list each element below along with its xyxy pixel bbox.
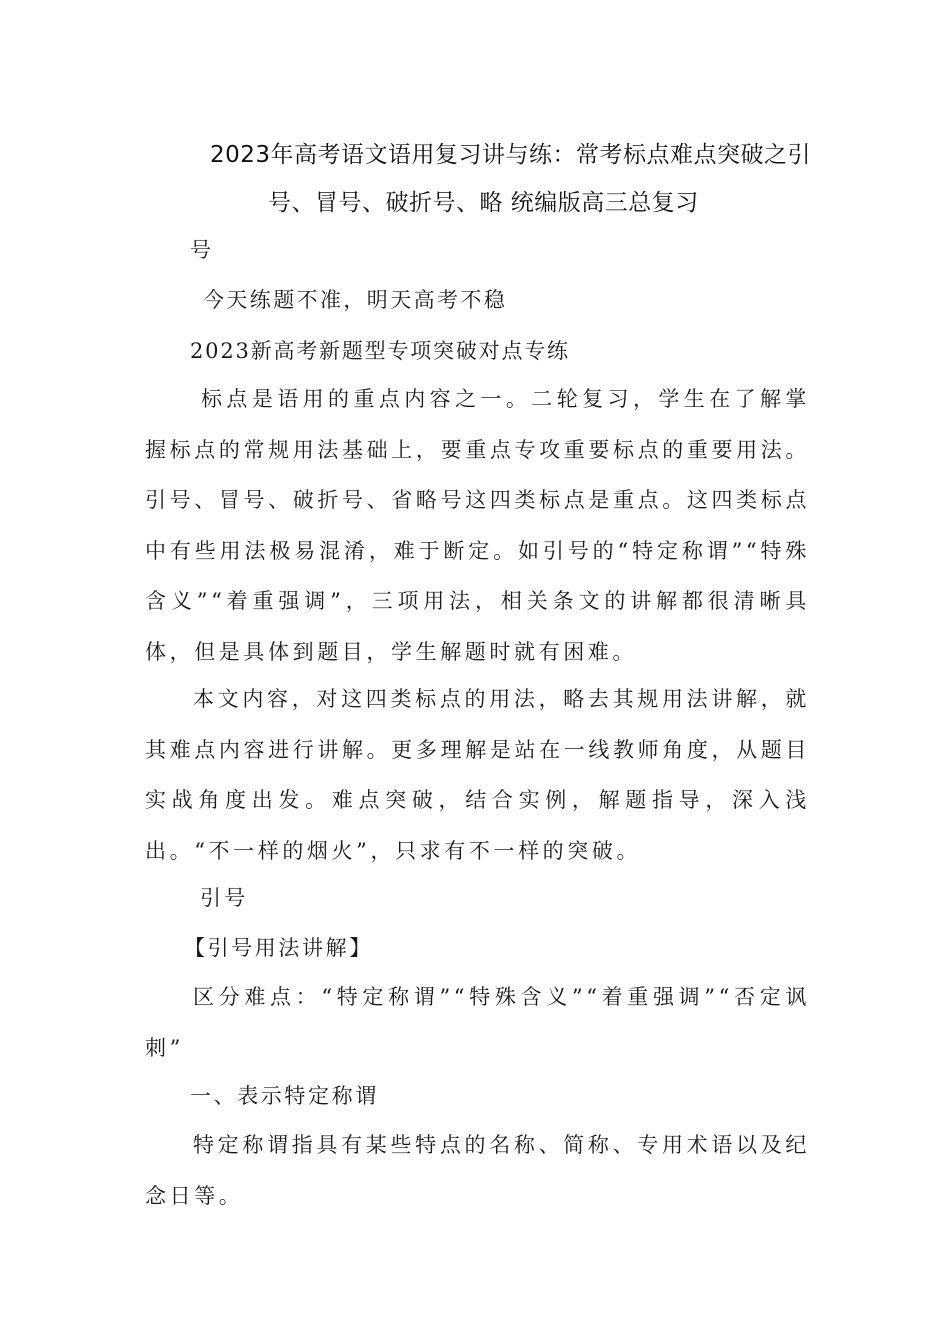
document-title-line-1: 2023年高考语文语用复习讲与练：常考标点难点突破之引 xyxy=(210,142,812,168)
difficulty-paragraph: 区分难点：“特定称谓”“特殊含义”“着重强调”“否定讽刺” xyxy=(145,985,810,1060)
motto-line: 今天练题不准，明天高考不稳 xyxy=(203,288,508,312)
intro-paragraph: 标点是语用的重点内容之一。二轮复习，学生在了解掌握标点的常规用法基础上，要重点专攻重要标点的重要用法。引号、冒号、破折号、省略号这四类标点是重点。这四类标点中有些用法极易混淆，难于断定。如引号的“特定称谓”“特殊含义”“着重强调”，三项用法，相关条文的讲解都很清晰具体，但是具体到题目，学生解题时就有困难。 xyxy=(145,387,810,664)
title-fragment: 号 xyxy=(190,238,215,262)
usage-heading: 【引号用法讲解】 xyxy=(184,936,373,960)
series-line: 2023新高考新题型专项突破对点专练 xyxy=(190,339,570,363)
subheading-specific-title: 一、表示特定称谓 xyxy=(190,1084,379,1108)
document-title-line-2: 号、冒号、破折号、略 统编版高三总复习 xyxy=(268,190,699,216)
definition-paragraph: 特定称谓指具有某些特点的名称、简称、专用术语以及纪念日等。 xyxy=(145,1133,810,1208)
content-paragraph: 本文内容，对这四类标点的用法，略去其规用法讲解，就其难点内容进行讲解。更多理解是站在一线教师角度，从题目实战角度出发。难点突破，结合实例，解题指导，深入浅出。“不一样的烟火”，只求有不一样的突破。 xyxy=(145,687,810,863)
section-heading-quote-marks: 引号 xyxy=(200,886,249,910)
